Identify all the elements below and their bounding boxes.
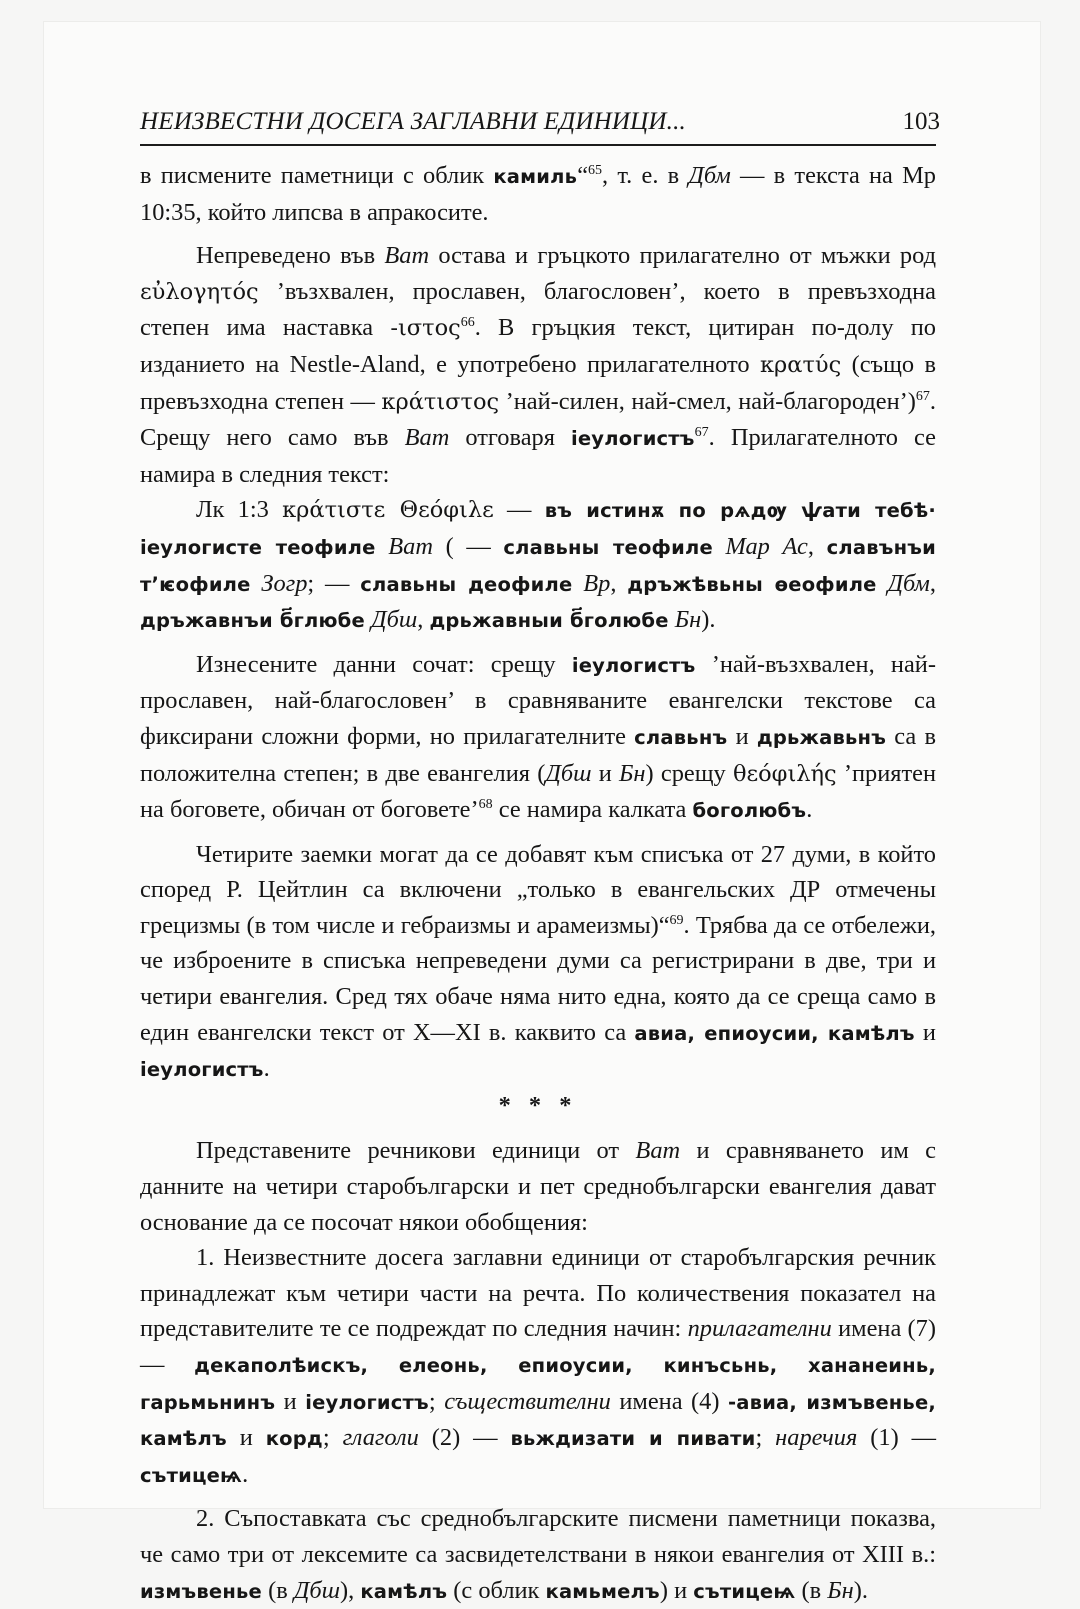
- footnote-ref: 67: [694, 425, 709, 441]
- header-rule: [140, 144, 936, 146]
- footnote-ref: 68: [478, 796, 493, 812]
- paragraph-1: в писмените паметници с облик камиль“$^{65}$, т. е. в Дбм — в текста на Мр 10:35, който липсва в апракосите.: [140, 162, 936, 226]
- footnote-ref: 69: [669, 912, 684, 928]
- paragraph-4: Изнесените данни сочат: срещу іеулогистъ ’най-възхвален, най-прославен, най-благословен’ в сравняваните евангелски текстове са фиксирани сложни форми, но прилагателните славьнъ и дрьжавьнъ са в положителна степен; в две евангелия (Дбш и Бн) срещу θεόφιλής ’приятен на боговете, обичан от боговете’$^{68}$ се намира калката боголюбъ.: [140, 650, 937, 824]
- paragraph-5: Четирите заемки могат да се добавят към списъка от 27 думи, в който според Р. Цейтлин са включени „только в евангельских ДР отмечены грецизмы (в том числе и гебраизмы и арамеизмы)“$^{69}$. Трябва да се отбележи, че изброените в списъка непреведени думи са регистрирани в две, три и четири евангелия. Сред тях обаче няма нито една, която да се среща само в един евангелски текст от X—XI в. каквито са авиа, епиоусии, камѣлъ и іеулогистъ.: [140, 840, 936, 1083]
- paragraph-6: Представените речникови единици от Ват и сравняването им с данните на четири старобългарски и пет среднобългарски евангелия дават основание да се посочат някои обобщения:: [140, 1137, 936, 1236]
- section-separator: * * *: [498, 1091, 578, 1119]
- footnote-ref: 65: [588, 162, 603, 178]
- paragraph-8: 2. Съпоставката със среднобългарските писмени паметници показва, че само три от лексемите са засвидетелствани в някои евангелия от XIII в.: измъвенье (в Дбш), камѣлъ (с облик камьмелъ) и сътицеѩ (в Бн).: [140, 1505, 936, 1604]
- paragraph-3: Лк 1:3 κράτιστε Θεόφιλε — въ истинѫ по рѧдѹ ѱати тебѣ· іеулогисте теофиле Ват ( — славьны теофиле Мар Ас, славънъи т’ѥофиле Зогр; — славьны деофиле Вр, дръжѣвьны ѳеофиле Дбм, дръжавнъи б҃глюбе Дбш, дрьжавныи б҃голюбе Бн).: [140, 496, 936, 634]
- running-head: [140, 108, 940, 138]
- paragraph-2: Непреведено във Ват остава и гръцкото прилагателно от мъжки род εὐλογητός ’възхвален, прославен, благословен’, което в превъзходна степен има наставка -ιστος$^{66}$. В гръцкия текст, цитиран по-долу по изданието на Nestle-Aland, е употребено прилагателното κρατύς (също в превъзходна степен — κράτιστος ’най-силен, най-смел, най-благороден’)$^{67}$. Срещу него само във Ват отговаря іеулогистъ$^{67}$. Прилагателното се намира в следния текст:: [140, 242, 937, 488]
- page-number: 103: [902, 108, 940, 135]
- running-title: НЕИЗВЕСТНИ ДОСЕГА ЗАГЛАВНИ ЕДИНИЦИ...: [140, 108, 686, 135]
- paragraph-7: 1. Неизвестните досега заглавни единици от старобългарския речник принадлежат към четири части на речта. По количествения показател на представителите те се подреждат по следния начин: прилагателни имена (7) — декаполѣискъ, елеонь, епиоусии, кинъсьнь, хананеинь, гарьмьнинъ и іеулогистъ; съществителни имена (4) -авиа, измъвенье, камѣлъ и корд; глаголи (2) — вьждизати и пивати; наречия (1) — сътицеѩ.: [140, 1244, 937, 1488]
- footnote-ref: 67: [915, 388, 930, 404]
- footnote-ref: 66: [460, 315, 475, 331]
- body-text: [140, 158, 936, 1609]
